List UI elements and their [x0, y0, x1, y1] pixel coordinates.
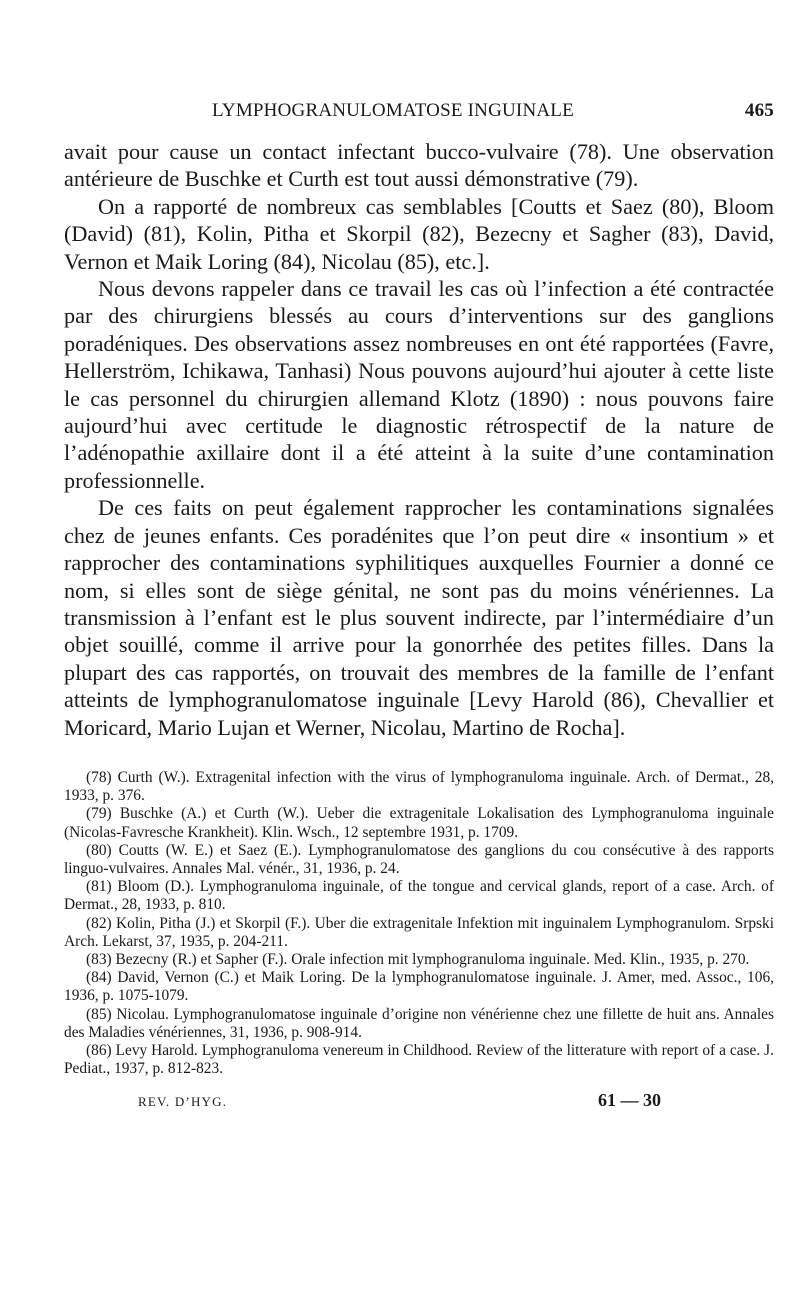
footnotes [64, 769, 774, 1078]
paragraph-continuation: avait pour cause un contact infectant bucco-vulvaire (78). Une observation antérieure de Buschke et Curth est tout aussi démonstrative (79). [64, 139, 774, 192]
footnote-78: (78) Curth (W.). Extragenital infection with the virus of lymphogranuloma inguinale. Arch. of Dermat., 28, 1933, p. 376. [64, 768, 774, 805]
footnote-82: (82) Kolin, Pitha (J.) et Skorpil (F.). Uber die extragenitale Infektion mit inguinalem Lymphogranulom. Srpski Arch. Lekarst, 37, 1935, p. 204-211. [64, 914, 774, 950]
journal-abbrev: REV. D’HYG. [138, 1094, 228, 1110]
footnote-79: (79) Buschke (A.) et Curth (W.). Ueber die extragenitale Lokalisation des Lymphogranuloma inguinale (Nicolas-Favresche Krankheit). Klin. Wsch., 12 septembre 1931, p. 1709. [64, 805, 774, 841]
page-number: 465 [744, 100, 774, 121]
document-page [64, 96, 774, 1120]
footnote-84: (84) David, Vernon (C.) et Maik Loring. De la lymphogranulomatose inguinale. J. Amer, med. Assoc., 106, 1936, p. 1075-1079. [64, 969, 774, 1005]
footnote-83: (83) Bezecny (R.) et Sapher (F.). Orale infection mit lymphogranuloma inguinale. Med. Klin., 1935, p. 270. [86, 950, 750, 968]
footnote-86: (86) Levy Harold. Lymphogranuloma venereum in Childhood. Review of the litterature with report of a case. J. Pediat., 1937, p. 812-823. [64, 1041, 774, 1078]
footnote-80: (80) Coutts (W. E.) et Saez (E.). Lymphogranulomatose des ganglions du cou consécutive à des rapports linguo-vulvaires. Annales Mal. vénér., 31, 1936, p. 24. [64, 841, 774, 877]
paragraph-children: De ces faits on peut également rapprocher les contaminations signalées chez de jeunes enfants. Ces poradénites que l’on peut dire « insontium » et rapprocher des contaminations syphilitiques auxquelles Fournier a donné ce nom, si elles sont de siège génital, ne sont pas du moins vénériennes. La transmission à l’enfant est le plus souvent indirecte, par l’intermédiaire d’un objet souillé, comme il arrive pour la gonorrhée des petites filles. Dans la plupart des cas rapportés, on trouvait des membres de la famille de l’enfant atteints de lymphogranulomatose inguinale [Levy Harold (86), Chevallier et Moricard, Mario Lujan et Werner, Nicolau, Martino de Rocha]. [64, 495, 774, 740]
running-header [64, 96, 774, 126]
running-title: LYMPHOGRANULOMATOSE INGUINALE [212, 100, 574, 121]
body-text [64, 138, 774, 741]
footnote-81: (81) Bloom (D.). Lymphogranuloma inguinale, of the tongue and cervical glands, report of a case. Arch. of Dermat., 28, 1933, p. 810. [64, 878, 774, 914]
paragraph-similar-cases: On a rapporté de nombreux cas semblables [Coutts et Saez (80), Bloom (David) (81), Kolin, Pitha et Skorpil (82), Bezecny et Sagher (83), David, Vernon et Maik Loring (84), Nicolau (85), etc.]. [64, 193, 774, 274]
paragraph-surgeons: Nous devons rappeler dans ce travail les cas où l’infection a été contractée par des chirurgiens blessés au cours d’interventions sur des ganglions poradéniques. Des observations assez nombreuses en ont été rapportées (Favre, Hellerström, Ichikawa, Tanhasi) Nous pouvons aujourd’hui ajouter à cette liste le cas personnel du chirurgien allemand Klotz (1890) : nous pouvons faire aujourd’hui avec certitude le diagnostic rétrospectif de la nature de l’adénopathie axillaire dont il a été atteint à la suite d’une contamination professionnelle. [64, 276, 774, 493]
printer-signature: 61 — 30 [598, 1090, 661, 1111]
page-footer [64, 1090, 774, 1120]
footnote-85: (85) Nicolau. Lymphogranulomatose inguinale d’origine non vénérienne chez une fillette de huit ans. Annales des Maladies vénériennes, 31, 1936, p. 908-914. [64, 1005, 774, 1041]
